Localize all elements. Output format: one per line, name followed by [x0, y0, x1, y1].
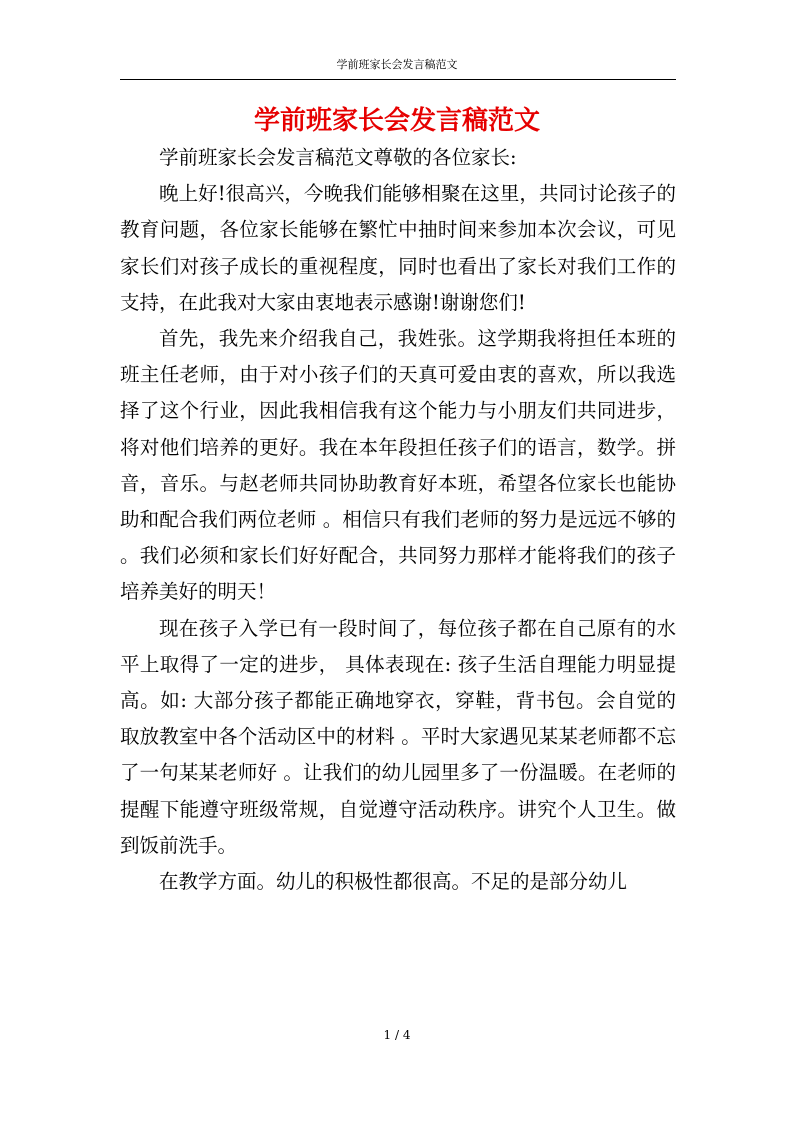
page-header: 学前班家长会发言稿范文 — [336, 58, 458, 71]
document-title: 学前班家长会发言稿范文 — [253, 106, 540, 136]
page-number: 1 / 4 — [383, 1028, 411, 1042]
paragraph-greeting: 晚上好!很高兴，今晚我们能够相聚在这里，共同讨论孩子的教育问题，各位家长能够在繁忙中抽时间来参加本次会议，可见家长们对孩子成长的重视程度，同时也看出了家长对我们工作的支持，在此我对大家由衷地表示感谢!谢谢您们! — [120, 182, 676, 314]
paragraph-introduction: 首先，我先来介绍我自己，我姓张。这学期我将担任本班的班主任老师，由于对小孩子们的天真可爱由衷的喜欢，所以我选择了这个行业，因此我相信我有这个能力与小朋友们共同进步，将对他们培养的更好。我在本年段担任孩子们的语言，数学。拼音，音乐。与赵老师共同协助教育好本班，希望各位家长也能协助和配合我们两位老师 。相信只有我们老师的努力是远远不够的 。我们必须和家长们好好配合，共同努力那样才能将我们的孩子培养美好的明天！ — [120, 327, 676, 604]
document-body — [120, 140, 676, 900]
paragraph-salutation: 学前班家长会发言稿范文尊敬的各位家长: — [159, 146, 517, 169]
paragraph-teaching: 在教学方面。幼儿的积极性都很高。不足的是部分幼儿 — [159, 870, 628, 894]
paragraph-progress: 现在孩子入学已有一段时间了，每位孩子都在自己原有的水平上取得了一定的进步， 具体表现在: 孩子生活自理能力明显提高。如: 大部分孩子都能正确地穿衣，穿鞋，背书包。会自觉的取放教室中各个活动区中的材料 。平时大家遇见某某老师都不忘了一句某某老师好 。让我们的幼儿园里多了一份温暖。在老师的提醒下能遵守班级常规，自觉遵守活动秩序。讲究个人卫生。做到饭前洗手。 — [120, 616, 676, 857]
header-divider — [120, 79, 676, 80]
